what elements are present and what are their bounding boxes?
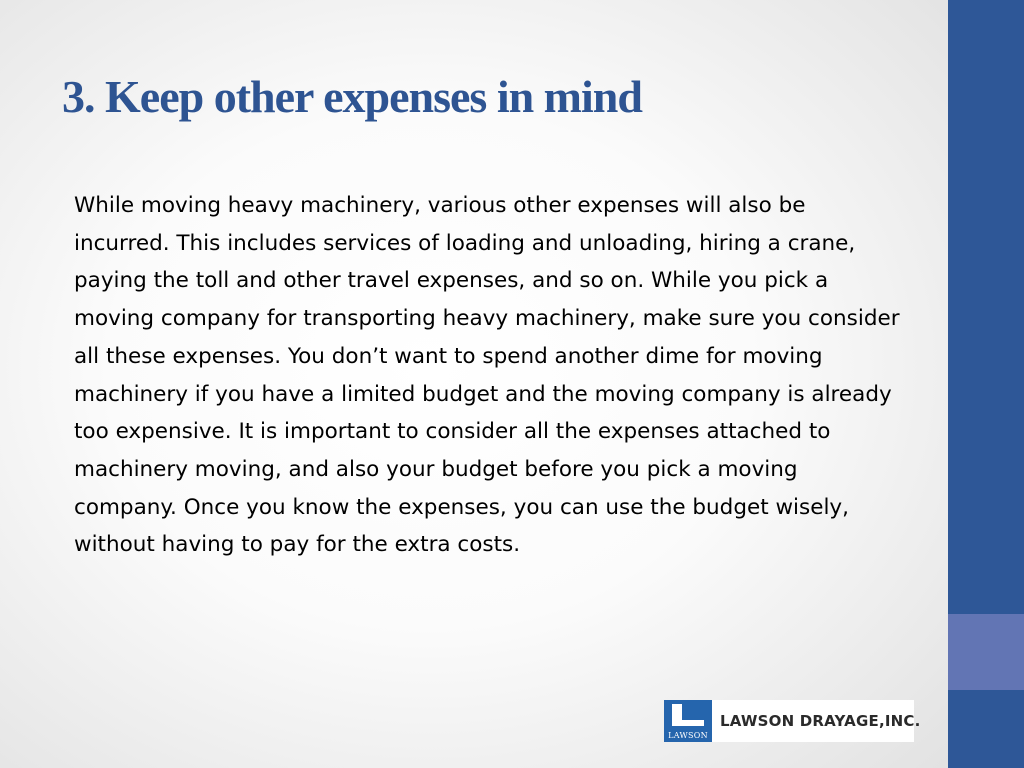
logo-mark-text: LAWSON	[668, 731, 708, 740]
slide-body-text: While moving heavy machinery, various other expenses will also be incurred. This includes services of loading and unloading, hiring a crane, paying the toll and other travel expenses, and so on. While you pick a moving company for transporting heavy machinery, make sure you consider all these expenses. You don’t want to spend another dime for moving machinery if you have a limited budget and the moving company is already too expensive. It is important to consider all the expenses attached to machinery moving, and also your budget before you pick a moving company. Once you know the expenses, you can use the budget wisely, without having to pay for the extra costs.	[74, 193, 900, 558]
sidebar-accent-block	[948, 614, 1024, 690]
logo-company-name: LAWSON DRAYAGE,INC.	[720, 712, 921, 730]
logo-mark-icon	[664, 700, 712, 742]
slide-title: 3. Keep other expenses in mind	[62, 71, 642, 122]
decorative-sidebar	[948, 0, 1024, 768]
company-logo	[664, 700, 921, 742]
